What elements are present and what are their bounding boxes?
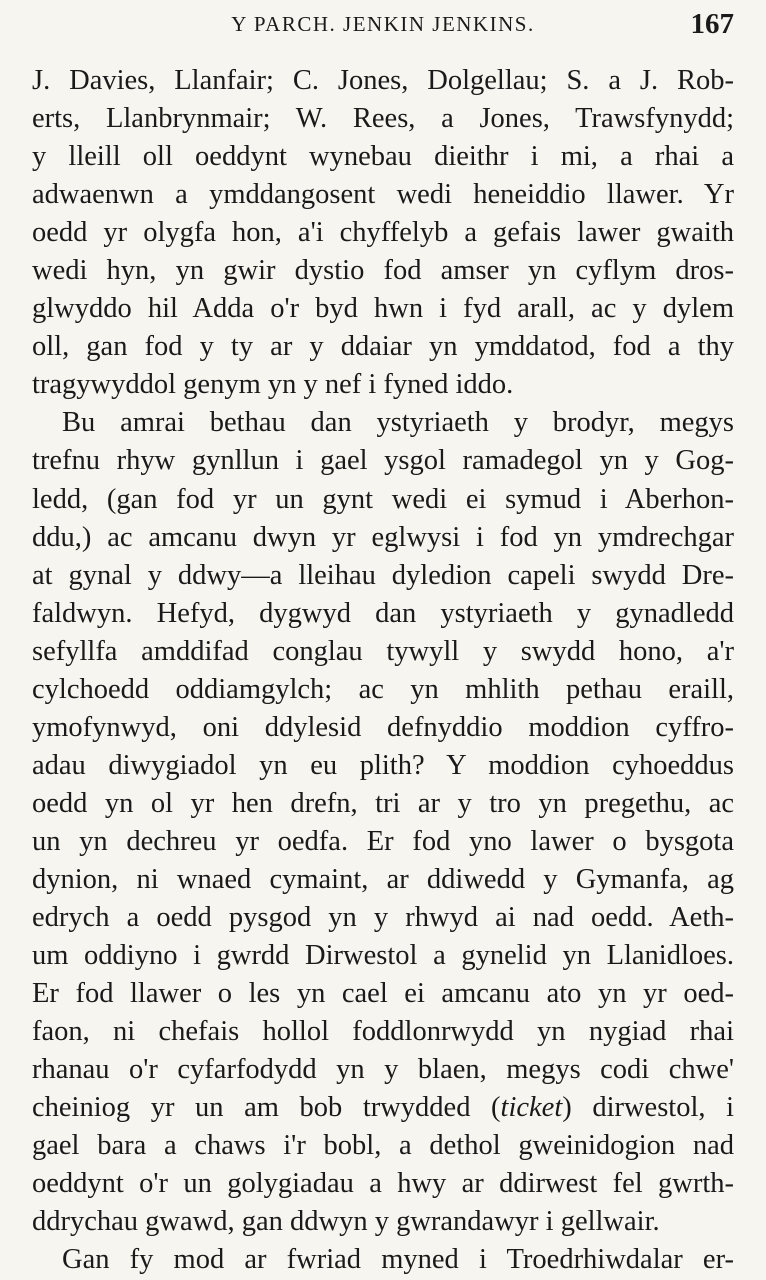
text-line: Er fod llawer o les yn cael ei amcanu ato yn yr oed- (32, 978, 734, 1010)
text-line: ledd, (gan fod yr un gynt wedi ei symud i Aberhon- (32, 483, 734, 515)
text-line: J. Davies, Llanfair; C. Jones, Dolgellau; S. a J. Rob- (32, 65, 734, 96)
text-line: ddu,) ac amcanu dwyn yr eglwysi i fod yn ymdrechgar (32, 521, 734, 553)
text-line: oedd yn ol yr hen drefn, tri ar y tro yn pregethu, ac (32, 787, 734, 819)
paragraph-start-line: Gan fy mod ar fwriad myned i Troedrhiwdalar er- (62, 1244, 734, 1276)
paragraph-end-line: ddrychau gwawd, gan ddwyn y gwrandawyr i gellwair. (32, 1206, 660, 1238)
text-line: edrych a oedd pysgod yn y rhwyd ai nad oedd. Aeth- (32, 902, 734, 934)
text-line: erts, Llanbrynmair; W. Rees, a Jones, Trawsfynydd; (32, 103, 734, 135)
text-line: gael bara a chaws i'r bobl, a dethol gweinidogion nad (32, 1130, 734, 1162)
text-line: oll, gan fod y ty ar y ddaiar yn ymddatod, fod a thy (32, 331, 734, 363)
running-title: Y PARCH. JENKIN JENKINS. (231, 12, 535, 36)
text-line: un yn dechreu yr oedfa. Er fod yno lawer o bysgota (32, 825, 734, 857)
text-line: faldwyn. Hefyd, dygwyd dan ystyriaeth y gynadledd (32, 597, 734, 629)
paragraph-end-line: tragywyddol genym yn y nef i fyned iddo. (32, 369, 514, 401)
text-line: faon, ni chefais hollol foddlonrwydd yn nygiad rhai (32, 1016, 734, 1048)
text-line: ymofynwyd, oni ddylesid defnyddio moddion cyffro- (32, 711, 734, 743)
page-number: 167 (690, 8, 734, 40)
text-line: um oddiyno i gwrdd Dirwestol a gynelid yn Llanidloes. (32, 940, 734, 972)
text-line: glwyddo hil Adda o'r byd hwn i fyd arall, ac y dylem (32, 293, 734, 325)
text-line-with-italic: cheiniog yr un am bob trwydded (ticket) dirwestol, i (32, 1092, 735, 1124)
text-line: oedd yr olygfa hon, a'i chyffelyb a gefais lawer gwaith (32, 217, 734, 249)
text-line: adau diwygiadol yn eu plith? Y moddion cyhoeddus (32, 749, 734, 781)
text-line: rhanau o'r cyfarfodydd yn y blaen, megys codi chwe' (32, 1054, 734, 1086)
running-head (0, 6, 766, 42)
text-line: adwaenwn a ymddangosent wedi heneiddio llawer. Yr (32, 179, 734, 211)
text-line: oeddynt o'r un golygiadau a hwy ar ddirwest fel gwrth- (32, 1168, 734, 1200)
paragraph-start-line: Bu amrai bethau dan ystyriaeth y brodyr, megys (62, 407, 734, 439)
text-line: sefyllfa amddifad conglau tywyll y swydd hono, a'r (32, 635, 734, 667)
text-line: cylchoedd oddiamgylch; ac yn mhlith pethau eraill, (32, 673, 734, 705)
text-line: at gynal y ddwy—a lleihau dyledion capeli swydd Dre- (32, 559, 734, 591)
text-line: trefnu rhyw gynllun i gael ysgol ramadegol yn y Gog- (32, 445, 734, 477)
text-line: dynion, ni wnaed cymaint, ar ddiwedd y Gymanfa, ag (32, 863, 734, 895)
text-line: wedi hyn, yn gwir dystio fod amser yn cyflym dros- (32, 255, 734, 287)
body-text (32, 62, 734, 1280)
italic-word: ticket (500, 1092, 563, 1124)
text-line: y lleill oll oeddynt wynebau dieithr i mi, a rhai a (32, 141, 734, 173)
